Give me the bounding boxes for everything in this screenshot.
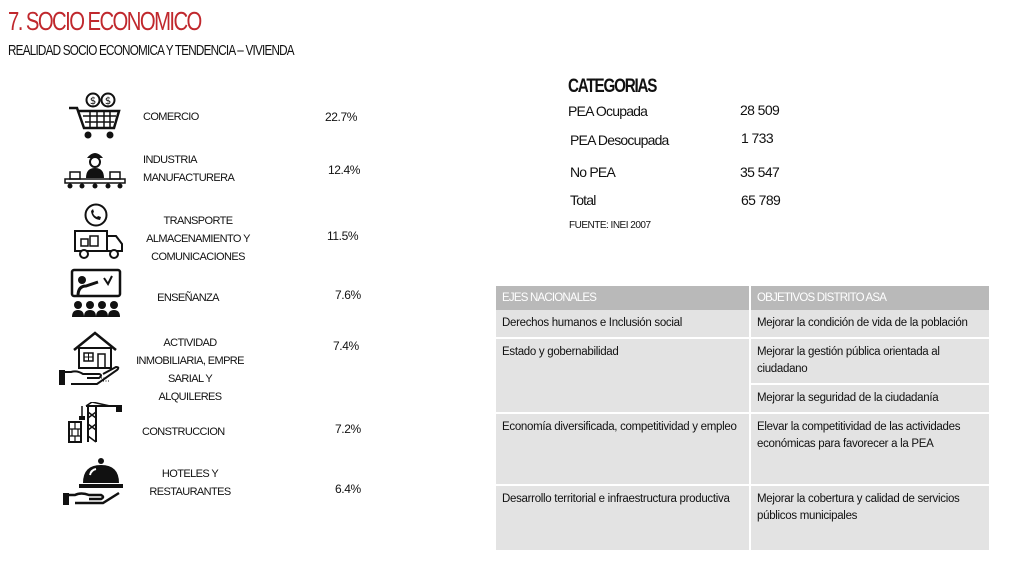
column-header: OBJETIVOS DISTRITO ASA (750, 286, 990, 310)
sector-label: ENSEÑANZA (157, 292, 219, 304)
sector-percentage: 11.5% (327, 229, 359, 243)
table-header-row (496, 286, 990, 310)
table-row (496, 338, 990, 384)
classroom-icon (68, 268, 124, 318)
sector-percentage: 22.7% (325, 110, 358, 124)
category-label: No PEA (570, 164, 615, 180)
column-header: EJES NACIONALES (496, 286, 750, 310)
crane-icon (66, 402, 126, 444)
table-cell: Mejorar la seguridad de la ciudadanía (750, 384, 990, 413)
svg-text:$: $ (104, 96, 112, 107)
sector-label: INDUSTRIA MANUFACTURERA (143, 154, 235, 184)
delivery-truck-icon (72, 203, 124, 261)
category-value: 1 733 (741, 130, 774, 146)
table-cell: Estado y gobernabilidad (496, 338, 750, 413)
categories-heading: CATEGORIAS (568, 76, 657, 97)
sector-percentage: 7.4% (333, 339, 359, 353)
table-cell: Desarrollo territorial e infraestructura productiva (496, 485, 750, 551)
category-label: PEA Ocupada (568, 103, 648, 119)
source-note: FUENTE: INEI 2007 (569, 220, 651, 231)
category-label: Total (570, 192, 596, 208)
svg-text:$: $ (89, 96, 97, 107)
table-cell: Mejorar la gestión pública orientada al ciudadano (750, 338, 990, 384)
page-title: 7. SOCIO ECONOMICO (8, 6, 201, 36)
table-row (496, 485, 990, 551)
sector-percentage: 7.6% (335, 288, 361, 302)
shopping-cart-icon (66, 92, 124, 140)
table-row (496, 310, 990, 338)
category-value: 65 789 (741, 192, 781, 208)
cloche-serving-icon (63, 457, 125, 505)
sector-percentage: 6.4% (335, 482, 361, 496)
category-label: PEA Desocupada (570, 132, 669, 148)
category-value: 28 509 (740, 102, 780, 118)
table-cell: Elevar la competitividad de las actividades económicas para favorecer a la PEA (750, 413, 990, 485)
factory-worker-icon (62, 144, 128, 190)
sector-label: HOTELES Y RESTAURANTES (149, 468, 231, 498)
house-in-hand-icon (57, 328, 123, 386)
page-subtitle: REALIDAD SOCIO ECONOMICA Y TENDENCIA – VIVIENDA (8, 42, 294, 59)
table-cell: Derechos humanos e Inclusión social (496, 310, 750, 338)
table-row (496, 413, 990, 485)
sector-label: CONSTRUCCION (142, 426, 225, 438)
table-cell: Mejorar la condición de vida de la población (750, 310, 990, 338)
table-cell: Economía diversificada, competitividad y empleo (496, 413, 750, 485)
sector-label: COMERCIO (143, 111, 199, 123)
table-cell: Mejorar la cobertura y calidad de servicios públicos municipales (750, 485, 990, 551)
sector-label: TRANSPORTE ALMACENAMIENTO Y COMUNICACIONES (146, 215, 250, 263)
sector-label: ACTIVIDAD INMOBILIARIA, EMPRE SARIAL Y ALQUILERES (136, 337, 244, 403)
sector-percentage: 12.4% (328, 163, 361, 177)
ejes-objetivos-table (496, 286, 991, 552)
sector-percentage: 7.2% (335, 422, 361, 436)
category-value: 35 547 (740, 164, 780, 180)
